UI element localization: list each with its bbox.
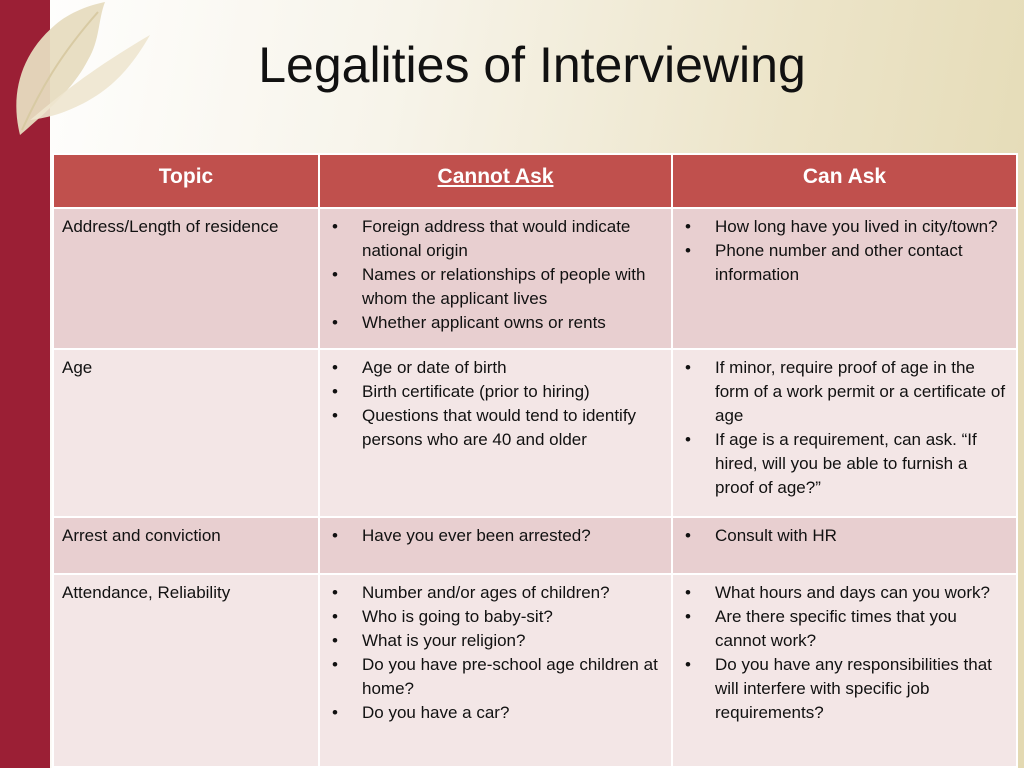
list-item: • Birth certificate (prior to hiring)	[328, 380, 663, 404]
list-item: • Names or relationships of people with whom the applicant lives	[328, 263, 663, 311]
table-row	[53, 517, 1017, 574]
list-item: • Who is going to baby-sit?	[328, 605, 663, 629]
list-item: • What is your religion?	[328, 629, 663, 653]
header-can-ask: Can Ask	[672, 154, 1017, 208]
topic-cell: Address/Length of residence	[53, 208, 319, 349]
header-cannot-ask: Cannot Ask	[319, 154, 672, 208]
list-item: • Are there specific times that you cannot work?	[681, 605, 1008, 653]
list-item: • If minor, require proof of age in the form of a work permit or a certificate of age	[681, 356, 1008, 428]
cannot-ask-cell	[319, 517, 672, 574]
list-item: • Consult with HR	[681, 524, 1008, 548]
can-ask-cell	[672, 517, 1017, 574]
list-item: • Phone number and other contact information	[681, 239, 1008, 287]
slide-title: Legalities of Interviewing	[258, 37, 806, 93]
list-item: • Do you have pre-school age children at home?	[328, 653, 663, 701]
list-item: • How long have you lived in city/town?	[681, 215, 1008, 239]
table-row	[53, 349, 1017, 517]
list-item: • Have you ever been arrested?	[328, 524, 663, 548]
topic-cell: Arrest and conviction	[53, 517, 319, 574]
list-item: • Foreign address that would indicate national origin	[328, 215, 663, 263]
topic-cell: Attendance, Reliability	[53, 574, 319, 767]
list-item: • If age is a requirement, can ask. “If hired, will you be able to furnish a proof of age?”	[681, 428, 1008, 500]
cannot-ask-cell	[319, 574, 672, 767]
topic-cell: Age	[53, 349, 319, 517]
header-topic: Topic	[53, 154, 319, 208]
list-item: • Do you have any responsibilities that will interfere with specific job requirements?	[681, 653, 1008, 725]
can-ask-cell	[672, 208, 1017, 349]
cannot-ask-cell	[319, 349, 672, 517]
list-item: • Whether applicant owns or rents	[328, 311, 663, 335]
table-row	[53, 208, 1017, 349]
table-header-row	[53, 154, 1017, 208]
list-item: • Do you have a car?	[328, 701, 663, 725]
list-item: • What hours and days can you work?	[681, 581, 1008, 605]
can-ask-cell	[672, 349, 1017, 517]
list-item: • Questions that would tend to identify persons who are 40 and older	[328, 404, 663, 452]
can-ask-cell	[672, 574, 1017, 767]
cannot-ask-cell	[319, 208, 672, 349]
list-item: • Number and/or ages of children?	[328, 581, 663, 605]
list-item: • Age or date of birth	[328, 356, 663, 380]
table-row	[53, 574, 1017, 767]
interview-legalities-table	[52, 153, 1018, 768]
